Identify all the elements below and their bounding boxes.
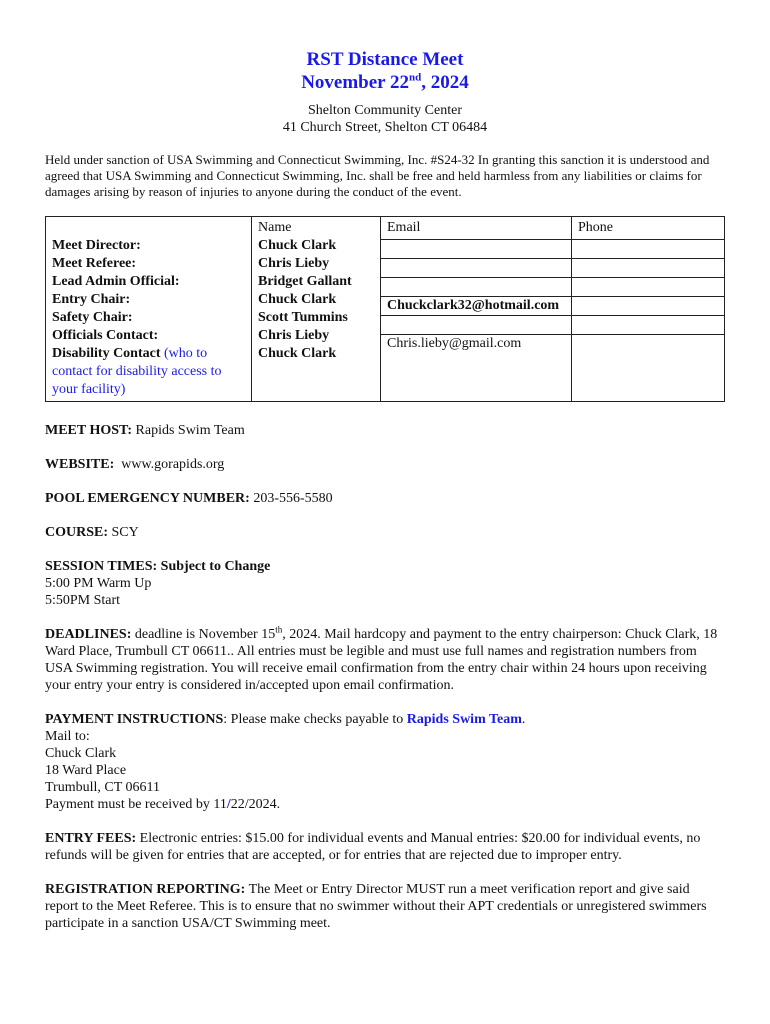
column-header-email: Email xyxy=(381,217,571,240)
venue-address: 41 Church Street, Shelton CT 06484 xyxy=(282,120,488,135)
payment-due-slash: / xyxy=(226,797,231,812)
email-row xyxy=(381,240,571,259)
pool-emergency-label: POOL EMERGENCY NUMBER: xyxy=(45,491,250,506)
phone-row xyxy=(572,278,724,297)
website-label: WEBSITE: xyxy=(45,457,115,472)
phone-row xyxy=(572,297,724,316)
registration-reporting xyxy=(45,881,725,932)
website-value[interactable]: www.gorapids.org xyxy=(114,457,225,472)
email-row xyxy=(381,259,571,278)
roles-cell xyxy=(46,217,252,402)
title-line-1: RST Distance Meet xyxy=(306,49,464,70)
entry-fees-text: Electronic entries: $15.00 for individual events and Manual entries: $20.00 for individual events, no refunds will be given for entries that are accepted, or for entries that are rejected due to improper entry. xyxy=(45,831,701,863)
phone-row xyxy=(572,240,724,259)
role-lead-admin-official: Lead Admin Official: xyxy=(52,274,180,289)
registration-text: The Meet or Entry Director MUST run a meet verification report and give said report to the Meet Referee. This is to ensure that no swimmer without their APT credentials or unregistered swimmers participate in a sanction USA/CT Swimming meet. xyxy=(45,882,707,931)
name-safety-chair: Scott Tummins xyxy=(258,310,348,325)
venue-name: Shelton Community Center xyxy=(308,103,462,118)
session-times xyxy=(45,558,725,609)
payment-label: PAYMENT INSTRUCTIONS xyxy=(45,712,224,727)
payment-addr-street: 18 Ward Place xyxy=(45,763,127,778)
email-officials-contact[interactable]: Chris.lieby@gmail.com xyxy=(387,336,522,351)
column-header-phone: Phone xyxy=(572,217,724,240)
sanction-paragraph: Held under sanction of USA Swimming and Connecticut Swimming, Inc. #S24-32 In granting this sanction it is understood and agreed that USA Swimming and Connecticut Swimming, Inc. shall be free and held harmless from any liabilities or claims for damages arising by reason of injuries to anyone during the conduct of the event. xyxy=(45,152,710,199)
name-officials-contact: Chris Lieby xyxy=(258,328,330,343)
deadlines-text-b: , 2024. Mail hardcopy and payment to the entry chairperson: Chuck Clark, 18 Ward Place, Trumbull CT 06611.. All entries must be legible and must use full names and registration numbers from USA Swimming registration. You will receive email confirmation from the entry chair within 24 hours upon receiving your entry your entry is considered in/accepted upon email confirmation. xyxy=(45,627,718,693)
phone-row xyxy=(572,259,724,278)
phone-row xyxy=(572,316,724,335)
title-date-year: , 2024 xyxy=(421,72,469,93)
meet-host xyxy=(45,422,725,439)
names-cell xyxy=(252,217,381,402)
session-times-label: SESSION TIMES: Subject to Change xyxy=(45,559,271,574)
course xyxy=(45,524,725,541)
meet-title xyxy=(45,48,725,94)
disability-contact-note: (who to contact for disability access to your facility) xyxy=(52,346,222,397)
payment-text: : Please make checks payable to xyxy=(223,712,407,727)
email-entry-chair[interactable]: Chuckclark32@hotmail.com xyxy=(381,297,571,316)
payment-addr-city: Trumbull, CT 06611 xyxy=(45,780,161,795)
payment-addr-name: Chuck Clark xyxy=(45,746,117,761)
session-warmup: 5:00 PM Warm Up xyxy=(45,576,152,591)
payment-due xyxy=(45,796,725,813)
course-value: SCY xyxy=(108,525,139,540)
phones-cell xyxy=(572,217,725,402)
payment-line xyxy=(45,711,725,728)
name-disability-contact: Chuck Clark xyxy=(258,346,337,361)
role-entry-chair: Entry Chair: xyxy=(52,292,131,307)
phone-row xyxy=(572,335,724,353)
session-start: 5:50PM Start xyxy=(45,593,121,608)
payment-due-suffix: 22/2024. xyxy=(230,797,281,812)
website xyxy=(45,456,725,473)
course-label: COURSE: xyxy=(45,525,109,540)
pool-emergency xyxy=(45,490,725,507)
role-officials-contact: Officials Contact: xyxy=(52,328,159,343)
name-meet-referee: Chris Lieby xyxy=(258,256,330,271)
deadlines-text-a: deadline is November 15 xyxy=(131,627,276,642)
title-date-suffix: nd xyxy=(409,71,422,84)
name-lead-admin-official: Bridget Gallant xyxy=(258,274,352,289)
role-safety-chair: Safety Chair: xyxy=(52,310,133,325)
column-header-name: Name xyxy=(258,220,292,235)
title-date-prefix: November 22 xyxy=(301,72,410,93)
payment-payee: Rapids Swim Team xyxy=(406,712,522,727)
payment-instructions xyxy=(45,711,725,813)
emails-cell xyxy=(381,217,572,402)
staff-table-row xyxy=(46,217,725,402)
name-meet-director: Chuck Clark xyxy=(258,238,337,253)
name-entry-chair: Chuck Clark xyxy=(258,292,337,307)
document-page xyxy=(45,48,725,932)
deadlines-label: DEADLINES: xyxy=(45,627,132,642)
role-meet-director: Meet Director: xyxy=(52,238,141,253)
deadlines-sup: th xyxy=(275,624,283,635)
role-disability-contact: Disability Contact xyxy=(52,346,161,361)
entry-fees-label: ENTRY FEES: xyxy=(45,831,137,846)
staff-table xyxy=(45,216,725,402)
email-row xyxy=(381,278,571,297)
venue xyxy=(45,102,725,136)
payment-due-prefix: Payment must be received by 11 xyxy=(45,797,227,812)
entry-fees xyxy=(45,830,725,864)
payment-period: . xyxy=(521,712,526,727)
pool-emergency-value: 203-556-5580 xyxy=(249,491,333,506)
meet-host-value: Rapids Swim Team xyxy=(132,423,245,438)
title-date xyxy=(45,71,725,94)
payment-mail-to: Mail to: xyxy=(45,729,90,744)
registration-label: REGISTRATION REPORTING: xyxy=(45,882,246,897)
email-row xyxy=(381,316,571,335)
role-meet-referee: Meet Referee: xyxy=(52,256,137,271)
deadlines xyxy=(45,626,725,694)
meet-host-label: MEET HOST: xyxy=(45,423,133,438)
